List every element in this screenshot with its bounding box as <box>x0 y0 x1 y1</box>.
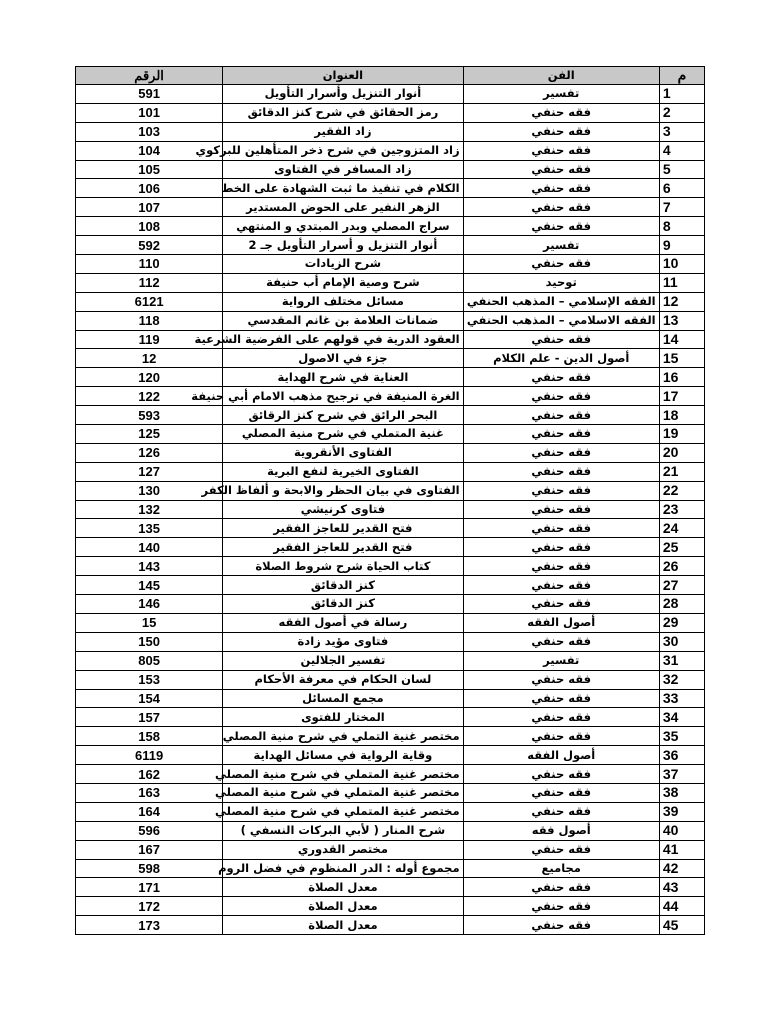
row-index: 38 <box>659 783 704 802</box>
row-title: أنوار التنزيل وأسرار التأويل <box>223 85 463 104</box>
row-field: الفقه الاسلامي – المذهب الحنفي <box>463 311 659 330</box>
row-number: 127 <box>76 462 223 481</box>
row-index: 34 <box>659 708 704 727</box>
table-row <box>76 916 705 935</box>
table-row <box>76 651 705 670</box>
table-row <box>76 500 705 519</box>
row-number: 101 <box>76 103 223 122</box>
row-index: 25 <box>659 538 704 557</box>
row-field: فقه حنفي <box>463 330 659 349</box>
row-number: 162 <box>76 765 223 784</box>
row-title: مسائل مختلف الرواية <box>223 292 463 311</box>
row-title: رسالة في أصول الفقه <box>223 613 463 632</box>
table-row <box>76 330 705 349</box>
row-index: 24 <box>659 519 704 538</box>
row-title: مجمع المسائل <box>223 689 463 708</box>
row-number: 154 <box>76 689 223 708</box>
row-field: فقه حنفي <box>463 443 659 462</box>
row-title: ضمانات العلامة بن غانم المقدسي <box>223 311 463 330</box>
row-index: 26 <box>659 557 704 576</box>
row-number: 6121 <box>76 292 223 311</box>
row-number: 106 <box>76 179 223 198</box>
row-number: 150 <box>76 632 223 651</box>
table-row <box>76 160 705 179</box>
table-row <box>76 746 705 765</box>
row-title: فتاوى كرنيشي <box>223 500 463 519</box>
table-row <box>76 519 705 538</box>
row-index: 16 <box>659 368 704 387</box>
row-field: فقه حنفي <box>463 840 659 859</box>
row-title: المختار للفتوى <box>223 708 463 727</box>
row-field: تفسير <box>463 236 659 255</box>
table-row <box>76 425 705 444</box>
row-index: 45 <box>659 916 704 935</box>
table-row <box>76 85 705 104</box>
row-number: 146 <box>76 595 223 614</box>
row-number: 122 <box>76 387 223 406</box>
row-index: 36 <box>659 746 704 765</box>
row-number: 172 <box>76 897 223 916</box>
row-index: 13 <box>659 311 704 330</box>
row-title: زاد المتزوجين في شرح ذخر المتأهلين للبركوي <box>223 141 463 160</box>
row-field: الفقه الإسلامي – المذهب الحنفي <box>463 292 659 311</box>
row-title: أنوار التنزيل و أسرار التأويل جـ 2 <box>223 236 463 255</box>
row-title: شرح المنار ( لأبي البركات النسفي ) <box>223 821 463 840</box>
table-row <box>76 708 705 727</box>
row-field: تفسير <box>463 651 659 670</box>
row-index: 35 <box>659 727 704 746</box>
row-field: فقه حنفي <box>463 802 659 821</box>
row-number: 125 <box>76 425 223 444</box>
row-index: 20 <box>659 443 704 462</box>
row-title: البحر الرائق في شرح كنز الرقائق <box>223 406 463 425</box>
row-field: فقه حنفي <box>463 217 659 236</box>
row-field: فقه حنفي <box>463 538 659 557</box>
row-field: فقه حنفي <box>463 576 659 595</box>
row-field: فقه حنفي <box>463 462 659 481</box>
row-index: 15 <box>659 349 704 368</box>
row-number: 140 <box>76 538 223 557</box>
row-index: 2 <box>659 103 704 122</box>
row-title: شرح وصية الإمام أب حنيفة <box>223 273 463 292</box>
row-index: 43 <box>659 878 704 897</box>
row-field: أصول الدين - علم الكلام <box>463 349 659 368</box>
row-index: 12 <box>659 292 704 311</box>
row-index: 4 <box>659 141 704 160</box>
row-title: مختصر القدوري <box>223 840 463 859</box>
row-field: توحيد <box>463 273 659 292</box>
row-index: 18 <box>659 406 704 425</box>
row-number: 598 <box>76 859 223 878</box>
table-row <box>76 217 705 236</box>
table-row <box>76 179 705 198</box>
row-title: العناية في شرح الهداية <box>223 368 463 387</box>
table-row <box>76 443 705 462</box>
table-row <box>76 103 705 122</box>
row-index: 8 <box>659 217 704 236</box>
catalog-table <box>75 66 705 935</box>
row-title: لسان الحكام في معرفة الأحكام <box>223 670 463 689</box>
row-field: فقه حنفي <box>463 595 659 614</box>
row-number: 107 <box>76 198 223 217</box>
header-field: الفن <box>463 67 659 85</box>
row-index: 3 <box>659 122 704 141</box>
row-field: فقه حنفي <box>463 255 659 274</box>
row-field: مجاميع <box>463 859 659 878</box>
row-title: الغرة المنيفة في ترجيح مذهب الامام أبي حنيفة <box>223 387 463 406</box>
row-field: فقه حنفي <box>463 103 659 122</box>
row-title: العقود الدرية في قولهم على الفرضية الشرعية <box>223 330 463 349</box>
catalog-sheet <box>75 66 705 935</box>
table-row <box>76 387 705 406</box>
row-number: 167 <box>76 840 223 859</box>
row-field: فقه حنفي <box>463 689 659 708</box>
row-number: 173 <box>76 916 223 935</box>
row-field: أصول فقه <box>463 821 659 840</box>
row-field: فقه حنفي <box>463 916 659 935</box>
row-title: رمز الحقائق في شرح كنز الدقائق <box>223 103 463 122</box>
table-row <box>76 311 705 330</box>
row-field: فقه حنفي <box>463 878 659 897</box>
row-number: 103 <box>76 122 223 141</box>
row-field: فقه حنفي <box>463 500 659 519</box>
header-row <box>76 67 705 85</box>
row-field: أصول الفقه <box>463 613 659 632</box>
row-number: 592 <box>76 236 223 255</box>
row-field: فقه حنفي <box>463 765 659 784</box>
row-number: 110 <box>76 255 223 274</box>
row-number: 164 <box>76 802 223 821</box>
table-body <box>76 85 705 935</box>
row-title: زاد المسافر في الفتاوى <box>223 160 463 179</box>
row-number: 132 <box>76 500 223 519</box>
table-row <box>76 292 705 311</box>
row-number: 120 <box>76 368 223 387</box>
row-field: فقه حنفي <box>463 727 659 746</box>
row-field: أصول الفقه <box>463 746 659 765</box>
row-number: 112 <box>76 273 223 292</box>
table-row <box>76 821 705 840</box>
row-field: فقه حنفي <box>463 368 659 387</box>
table-row <box>76 595 705 614</box>
row-title: وقاية الرواية في مسائل الهداية <box>223 746 463 765</box>
row-field: فقه حنفي <box>463 519 659 538</box>
table-row <box>76 141 705 160</box>
row-field: فقه حنفي <box>463 425 659 444</box>
row-number: 143 <box>76 557 223 576</box>
row-field: فقه حنفي <box>463 897 659 916</box>
row-field: فقه حنفي <box>463 481 659 500</box>
table-row <box>76 198 705 217</box>
table-row <box>76 481 705 500</box>
row-index: 33 <box>659 689 704 708</box>
row-number: 591 <box>76 85 223 104</box>
row-index: 41 <box>659 840 704 859</box>
row-field: فقه حنفي <box>463 783 659 802</box>
row-number: 145 <box>76 576 223 595</box>
row-index: 30 <box>659 632 704 651</box>
row-title: الزهر النفير على الحوض المستدير <box>223 198 463 217</box>
row-title: مجموع أوله : الدر المنظوم في فضل الروم <box>223 859 463 878</box>
row-number: 158 <box>76 727 223 746</box>
table-row <box>76 897 705 916</box>
table-row <box>76 613 705 632</box>
row-number: 135 <box>76 519 223 538</box>
row-title: معدل الصلاة <box>223 878 463 897</box>
header-number: الرقم <box>76 67 223 85</box>
row-title: الفتاوى في بيان الحظر والابحة و ألفاظ الكفر <box>223 481 463 500</box>
table-row <box>76 632 705 651</box>
row-index: 44 <box>659 897 704 916</box>
table-row <box>76 273 705 292</box>
row-index: 6 <box>659 179 704 198</box>
row-number: 105 <box>76 160 223 179</box>
row-number: 157 <box>76 708 223 727</box>
row-number: 596 <box>76 821 223 840</box>
row-index: 17 <box>659 387 704 406</box>
table-row <box>76 878 705 897</box>
row-number: 163 <box>76 783 223 802</box>
header-index: م <box>659 67 704 85</box>
table-row <box>76 783 705 802</box>
row-field: فقه حنفي <box>463 179 659 198</box>
row-index: 28 <box>659 595 704 614</box>
row-title: مختصر غنية المتملي في شرح منية المصلي <box>223 783 463 802</box>
row-index: 21 <box>659 462 704 481</box>
row-index: 5 <box>659 160 704 179</box>
header-title: العنوان <box>223 67 463 85</box>
table-row <box>76 670 705 689</box>
row-title: تفسير الجلالين <box>223 651 463 670</box>
row-index: 31 <box>659 651 704 670</box>
row-number: 593 <box>76 406 223 425</box>
table-row <box>76 557 705 576</box>
row-index: 14 <box>659 330 704 349</box>
row-index: 22 <box>659 481 704 500</box>
table-row <box>76 859 705 878</box>
row-field: فقه حنفي <box>463 406 659 425</box>
row-index: 32 <box>659 670 704 689</box>
row-index: 10 <box>659 255 704 274</box>
row-title: فتح القدير للعاجز الفقير <box>223 538 463 557</box>
row-index: 9 <box>659 236 704 255</box>
table-row <box>76 255 705 274</box>
row-index: 19 <box>659 425 704 444</box>
table-row <box>76 406 705 425</box>
row-title: مختصر غنية المتملي في شرح منية المصلي <box>223 802 463 821</box>
row-index: 1 <box>659 85 704 104</box>
row-title: كنز الدقائق <box>223 576 463 595</box>
table-row <box>76 765 705 784</box>
row-field: فقه حنفي <box>463 632 659 651</box>
row-title: كتاب الحياة شرح شروط الصلاة <box>223 557 463 576</box>
table-row <box>76 122 705 141</box>
row-field: فقه حنفي <box>463 557 659 576</box>
row-number: 153 <box>76 670 223 689</box>
row-number: 130 <box>76 481 223 500</box>
row-number: 171 <box>76 878 223 897</box>
row-field: فقه حنفي <box>463 122 659 141</box>
row-number: 15 <box>76 613 223 632</box>
row-field: فقه حنفي <box>463 141 659 160</box>
row-field: فقه حنفي <box>463 198 659 217</box>
row-index: 7 <box>659 198 704 217</box>
row-field: فقه حنفي <box>463 160 659 179</box>
row-number: 126 <box>76 443 223 462</box>
table-row <box>76 727 705 746</box>
row-title: غنية المتملي في شرح منية المصلي <box>223 425 463 444</box>
table-row <box>76 368 705 387</box>
row-number: 12 <box>76 349 223 368</box>
row-title: الفتاوى الخيرية لنفع البرية <box>223 462 463 481</box>
row-title: الكلام في تنفيذ ما ثبت الشهادة على الخط <box>223 179 463 198</box>
row-title: الفتاوى الأنقروية <box>223 443 463 462</box>
row-title: كنز الدقائق <box>223 595 463 614</box>
row-index: 29 <box>659 613 704 632</box>
table-row <box>76 236 705 255</box>
row-field: فقه حنفي <box>463 708 659 727</box>
row-index: 11 <box>659 273 704 292</box>
row-number: 6119 <box>76 746 223 765</box>
row-title: مختصر غنية المتملي في شرح منية المصلي <box>223 765 463 784</box>
row-title: سراج المصلي وبدر المبتدي و المنتهي <box>223 217 463 236</box>
row-field: تفسير <box>463 85 659 104</box>
row-title: فتاوى مؤيد زادة <box>223 632 463 651</box>
row-title: فتح القدير للعاجز الفقير <box>223 519 463 538</box>
row-index: 27 <box>659 576 704 595</box>
row-title: معدل الصلاة <box>223 897 463 916</box>
row-index: 40 <box>659 821 704 840</box>
row-number: 118 <box>76 311 223 330</box>
row-number: 104 <box>76 141 223 160</box>
table-row <box>76 462 705 481</box>
row-title: شرح الزيادات <box>223 255 463 274</box>
row-number: 108 <box>76 217 223 236</box>
table-row <box>76 538 705 557</box>
row-field: فقه حنفي <box>463 670 659 689</box>
row-title: مختصر غنية التملي في شرح منية المصلي <box>223 727 463 746</box>
table-row <box>76 840 705 859</box>
table-row <box>76 576 705 595</box>
table-row <box>76 802 705 821</box>
row-number: 119 <box>76 330 223 349</box>
row-title: زاد الفقير <box>223 122 463 141</box>
row-field: فقه حنفي <box>463 387 659 406</box>
row-index: 39 <box>659 802 704 821</box>
row-index: 23 <box>659 500 704 519</box>
table-row <box>76 349 705 368</box>
table-row <box>76 689 705 708</box>
row-title: جزء في الاصول <box>223 349 463 368</box>
row-index: 42 <box>659 859 704 878</box>
row-number: 805 <box>76 651 223 670</box>
row-index: 37 <box>659 765 704 784</box>
row-title: معدل الصلاة <box>223 916 463 935</box>
